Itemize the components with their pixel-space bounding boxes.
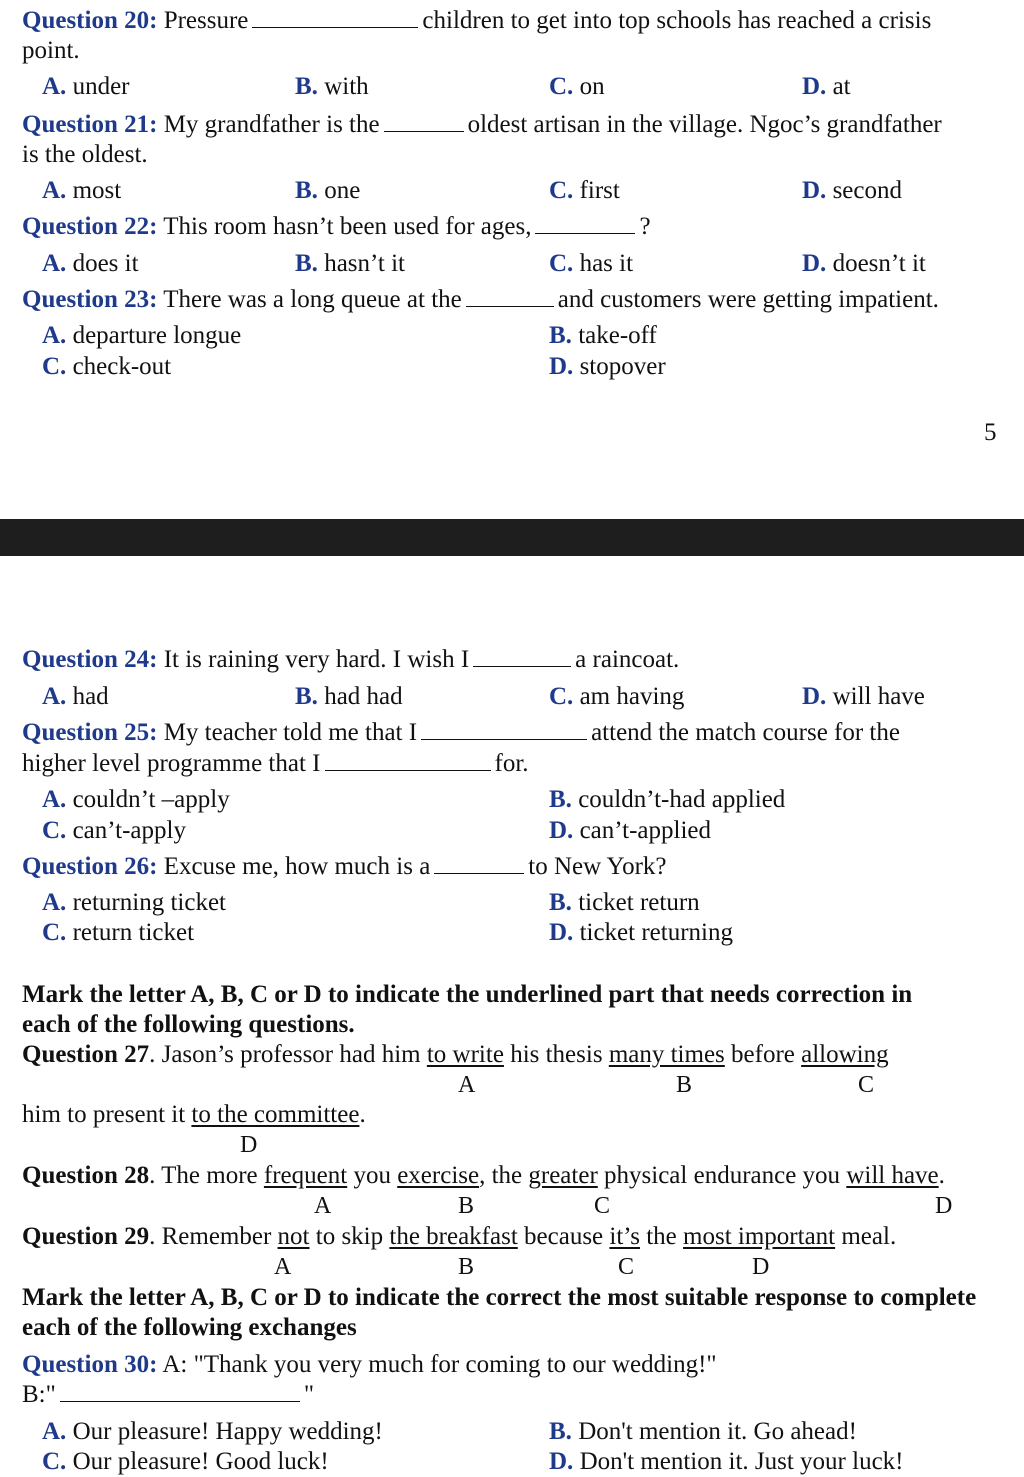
option-letter: B. [295, 73, 318, 100]
question-text: and customers were getting impatient. [557, 286, 939, 313]
option-text: take-off [578, 322, 657, 349]
answer-blank [60, 1383, 300, 1402]
option-letter: D. [802, 683, 827, 710]
answer-blank [466, 288, 554, 307]
option-text: couldn’t –apply [72, 786, 230, 813]
mark-d: D [752, 1254, 770, 1280]
question-label: Question 27 [22, 1041, 150, 1068]
option-d[interactable] [802, 249, 926, 279]
question-text-line2: is the oldest. [22, 141, 148, 168]
option-b[interactable] [549, 785, 785, 815]
answer-blank [325, 752, 491, 771]
option-letter: D. [549, 919, 574, 946]
option-text: hasn’t it [324, 250, 405, 277]
option-a[interactable] [42, 176, 121, 206]
option-c[interactable] [42, 352, 171, 382]
mark-b: B [458, 1254, 475, 1280]
question-text: " [303, 1381, 315, 1408]
option-letter: C. [42, 353, 67, 380]
option-text: second [832, 177, 902, 204]
option-b[interactable] [549, 1417, 857, 1447]
question-20 [22, 6, 931, 36]
question-23 [22, 285, 939, 315]
option-text: am having [579, 683, 685, 710]
question-26 [22, 852, 667, 882]
page-break-divider [0, 519, 1024, 556]
option-letter: D. [549, 353, 574, 380]
question-label: Question 26: [22, 853, 158, 880]
question-label: Question 21: [22, 111, 158, 138]
question-22 [22, 212, 651, 242]
question-text: children to get into top schools has reached a crisis [422, 7, 932, 34]
option-text: ticket return [578, 889, 700, 916]
page-number: 5 [984, 419, 997, 446]
option-letter: D. [549, 817, 574, 844]
question-text: to New York? [528, 853, 667, 880]
option-text: Our pleasure! Happy wedding! [72, 1418, 383, 1445]
mark-c: C [594, 1193, 611, 1219]
option-letter: B. [549, 322, 572, 349]
option-text: will have [832, 683, 925, 710]
option-a[interactable] [42, 785, 230, 815]
option-letter: D. [802, 73, 827, 100]
option-text: return ticket [72, 919, 195, 946]
question-text: . [359, 1101, 366, 1128]
question-27 [22, 1040, 889, 1070]
question-text-line2: point. [22, 37, 80, 64]
option-letter: C. [42, 817, 67, 844]
mark-d: D [935, 1193, 953, 1219]
option-text: Don't mention it. Just your luck! [579, 1448, 904, 1475]
question-text: . Remember [149, 1223, 272, 1250]
question-text: It is raining very hard. I wish I [163, 646, 470, 673]
mark-c: C [858, 1072, 875, 1098]
option-letter: A. [42, 786, 67, 813]
underlined-part-c: allowing [801, 1041, 889, 1068]
option-a[interactable] [42, 888, 226, 918]
question-label: Question 24: [22, 646, 158, 673]
question-text: attend the match course for the [591, 719, 900, 746]
question-text: physical endurance you [604, 1162, 841, 1189]
option-letter: A. [42, 683, 67, 710]
underlined-part-a: frequent [263, 1162, 348, 1189]
option-text: doesn’t it [832, 250, 926, 277]
underlined-part-c: greater [528, 1162, 598, 1189]
option-text: couldn’t-had applied [578, 786, 786, 813]
option-text: most [72, 177, 122, 204]
option-d[interactable] [549, 352, 666, 382]
question-text: My teacher told me that I [163, 719, 418, 746]
question-label: Question 22: [22, 213, 158, 240]
option-letter: B. [295, 683, 318, 710]
question-text: . The more [149, 1162, 258, 1189]
option-text: one [324, 177, 361, 204]
option-text: Our pleasure! Good luck! [72, 1448, 329, 1475]
question-29 [22, 1222, 896, 1252]
question-text: you [353, 1162, 391, 1189]
option-letter: D. [549, 1448, 574, 1475]
option-letter: B. [549, 1418, 572, 1445]
option-letter: D. [802, 250, 827, 277]
question-text: him to present it [22, 1101, 186, 1128]
section-instruction-line2: each of the following questions. [22, 1011, 355, 1038]
question-text: Excuse me, how much is a [163, 853, 431, 880]
option-c[interactable] [549, 249, 633, 279]
option-text: Don't mention it. Go ahead! [578, 1418, 857, 1445]
question-text: My grandfather is the [163, 111, 380, 138]
option-b[interactable] [295, 682, 403, 712]
option-text: departure longue [72, 322, 242, 349]
option-letter: B. [549, 786, 572, 813]
answer-blank [421, 721, 587, 740]
option-letter: B. [295, 177, 318, 204]
option-b[interactable] [295, 249, 405, 279]
option-letter: A. [42, 322, 67, 349]
question-label: Question 30: [22, 1351, 158, 1378]
option-c[interactable] [42, 816, 186, 846]
option-text: had [72, 683, 109, 710]
question-21 [22, 110, 942, 140]
answer-blank [252, 9, 418, 28]
question-label: Question 29 [22, 1223, 150, 1250]
question-text: to skip [315, 1223, 384, 1250]
question-28 [22, 1161, 945, 1191]
option-b[interactable] [549, 888, 700, 918]
option-letter: A. [42, 250, 67, 277]
option-d[interactable] [802, 72, 851, 102]
question-text: This room hasn’t been used for ages, [163, 213, 532, 240]
underlined-part-b: exercise [397, 1162, 480, 1189]
question-text: . [938, 1162, 945, 1189]
question-30-response-line [22, 1380, 314, 1410]
option-letter: C. [549, 73, 574, 100]
option-text: can’t-apply [72, 817, 186, 844]
underlined-part-a: not [277, 1223, 310, 1250]
option-text: can’t-applied [579, 817, 711, 844]
option-c[interactable] [42, 918, 194, 948]
option-a[interactable] [42, 1417, 383, 1447]
option-letter: B. [295, 250, 318, 277]
underlined-part-d: will have [846, 1162, 939, 1189]
option-letter: C. [549, 177, 574, 204]
underlined-part-b: many times [608, 1041, 725, 1068]
question-30 [22, 1350, 717, 1380]
question-25 [22, 718, 900, 748]
option-a[interactable] [42, 321, 241, 351]
question-text: , the [479, 1162, 523, 1189]
mark-a: A [274, 1254, 292, 1280]
option-d[interactable] [802, 682, 925, 712]
option-letter: C. [42, 1448, 67, 1475]
option-a[interactable] [42, 249, 139, 279]
answer-blank [384, 113, 464, 132]
option-letter: A. [42, 1418, 67, 1445]
option-a[interactable] [42, 72, 129, 102]
option-letter: C. [42, 919, 67, 946]
section-instruction: Mark the letter A, B, C or D to indicate the correct the most suitable response to complete [22, 1284, 977, 1311]
underlined-part-b: the breakfast [389, 1223, 518, 1250]
question-text: B:" [22, 1381, 56, 1408]
option-text: at [832, 73, 851, 100]
option-b[interactable] [549, 321, 657, 351]
question-label: Question 23: [22, 286, 158, 313]
option-letter: A. [42, 177, 67, 204]
option-c[interactable] [549, 72, 605, 102]
answer-blank [473, 648, 571, 667]
option-text: first [579, 177, 620, 204]
question-text: the [646, 1223, 677, 1250]
underlined-part-d: to the committee [191, 1101, 360, 1128]
option-c[interactable] [549, 682, 684, 712]
option-text: ticket returning [579, 919, 733, 946]
mark-d: D [240, 1132, 258, 1158]
option-d[interactable] [549, 918, 733, 948]
question-text: oldest artisan in the village. Ngoc’s grandfather [467, 111, 942, 138]
question-text: his thesis [510, 1041, 603, 1068]
question-27-line2 [22, 1100, 366, 1130]
question-text: because [524, 1223, 604, 1250]
question-text-line2 [22, 749, 529, 779]
underlined-part-a: to write [426, 1041, 504, 1068]
option-b[interactable] [295, 176, 360, 206]
option-letter: B. [549, 889, 572, 916]
question-label: Question 20: [22, 7, 158, 34]
section-instruction-line2: each of the following exchanges [22, 1314, 357, 1341]
underlined-part-d: most important [683, 1223, 836, 1250]
option-letter: C. [549, 683, 574, 710]
question-text: . Jason’s professor had him [149, 1041, 421, 1068]
option-a[interactable] [42, 682, 109, 712]
option-d[interactable] [549, 816, 711, 846]
option-text: has it [579, 250, 634, 277]
option-text: stopover [579, 353, 666, 380]
option-letter: A. [42, 889, 67, 916]
mark-a: A [314, 1193, 332, 1219]
option-text: had had [324, 683, 403, 710]
option-c[interactable] [42, 1447, 329, 1477]
option-text: check-out [72, 353, 172, 380]
question-label: Question 25: [22, 719, 158, 746]
option-text: does it [72, 250, 139, 277]
underlined-part-c: it’s [609, 1223, 640, 1250]
option-text: under [72, 73, 130, 100]
option-d[interactable] [549, 1447, 904, 1477]
section-instruction: Mark the letter A, B, C or D to indicate the underlined part that needs correction in [22, 981, 913, 1008]
option-text: with [324, 73, 369, 100]
question-text: Pressure [163, 7, 249, 34]
question-text: There was a long queue at the [163, 286, 462, 313]
question-text: higher level programme that I [22, 750, 321, 777]
mark-a: A [458, 1072, 476, 1098]
question-text: meal. [841, 1223, 897, 1250]
question-text: a raincoat. [575, 646, 680, 673]
option-d[interactable] [802, 176, 902, 206]
option-text: on [579, 73, 605, 100]
option-letter: C. [549, 250, 574, 277]
question-text: ? [639, 213, 651, 240]
question-label: Question 28 [22, 1162, 150, 1189]
answer-blank [434, 855, 524, 874]
mark-b: B [458, 1193, 475, 1219]
mark-b: B [676, 1072, 693, 1098]
option-c[interactable] [549, 176, 620, 206]
option-letter: A. [42, 73, 67, 100]
option-b[interactable] [295, 72, 369, 102]
question-24 [22, 645, 679, 675]
mark-c: C [618, 1254, 635, 1280]
option-text: returning ticket [72, 889, 226, 916]
question-text: A: "Thank you very much for coming to our wedding!" [162, 1351, 717, 1378]
option-letter: D. [802, 177, 827, 204]
answer-blank [535, 215, 635, 234]
question-text: before [731, 1041, 795, 1068]
question-text: for. [494, 750, 529, 777]
